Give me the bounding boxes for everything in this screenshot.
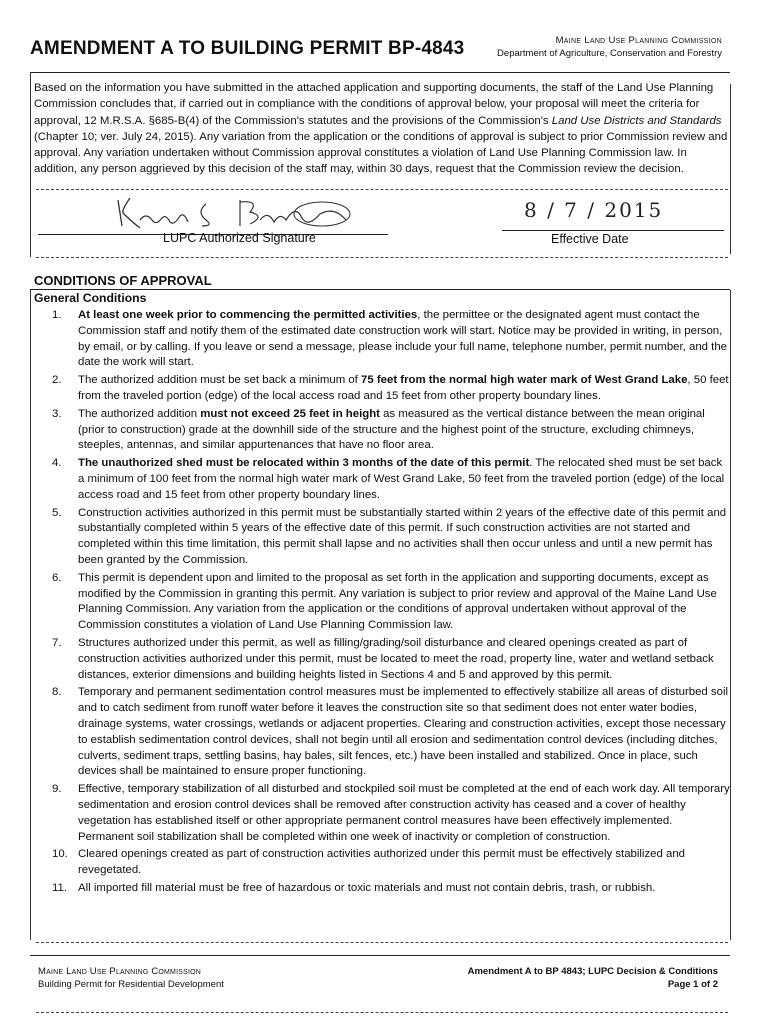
footer-agency: Maine Land Use Planning Commission (38, 966, 202, 977)
condition-text: This permit is dependent upon and limited to the proposal as set forth in the application and supporting documents, except as modified by the Commission in granting this permit. Any variation is subject to prior review and approval of the Maine Land Use Planning Commission. Any variation from the application or the conditions of approval undertaken without approval of the Commission constitutes a violation of Land Use Planning Commission law. (78, 571, 717, 632)
condition-item (30, 456, 730, 503)
condition-number: 11. (52, 881, 67, 894)
condition-item (30, 685, 730, 780)
condition-number: 9. (52, 783, 62, 796)
condition-number: 3. (52, 407, 62, 420)
condition-text: , 50 feet from the traveled portion (edge) of the local access road and 15 feet from other property boundary lines. (78, 374, 729, 402)
condition-bold-text: The unauthorized shed must be relocated within 3 months of the date of this permit (78, 457, 530, 470)
condition-item (30, 571, 730, 634)
condition-number: 5. (52, 506, 62, 519)
condition-item (30, 407, 730, 454)
condition-text: , the permittee or the designated agent must contact the Commission staff and notify them of the estimated date construction work will start. Notice may be provided in writing, in person, by email, or by calling. If you leave or send a message, please include your full name, telephone number, permit number, and the date the work will start. (78, 309, 728, 369)
agency-name: Maine Land Use Planning Commission (555, 35, 722, 46)
condition-bold-text: At least one week prior to commencing the permitted activities (78, 309, 418, 321)
condition-item (30, 506, 730, 569)
condition-number: 2. (52, 374, 62, 387)
condition-text: Construction activities authorized in this permit must be substantially started within 2 years of the effective date of this permit and substantially completed within 5 years of the effective date of this permit. If such construction activities are not started and completed within this time limitation, this permit shall lapse and no activities shall then occur unless and until a new permit has been granted by the Commission. (78, 506, 727, 566)
date-label: Effective Date (551, 232, 629, 246)
divider (36, 942, 728, 943)
intro-text-1: Based on the information you have submitted in the attached application and supporting documents, the staff of the Land Use Planning Commission concludes that, if carried out in compliance with the conditions of approval below, your proposal will meet the criteria for approval, 12 M.R.S.A. §685-B(4) of the Commission's statutes and the provisions of the Commission's (34, 82, 714, 127)
divider (36, 257, 728, 258)
header-rule (30, 72, 730, 73)
footer-document-ref: Amendment A to BP 4843; LUPC Decision & Conditions (467, 966, 718, 977)
frame-left (30, 72, 31, 257)
condition-bold-text: 75 feet from the normal high water mark of West Grand Lake (361, 374, 688, 387)
condition-number: 8. (52, 686, 62, 699)
condition-text: All imported fill material must be free of hazardous or toxic materials and must not contain debris, trash, or rubbish. (78, 881, 656, 894)
frame-right (730, 84, 731, 254)
conditions-list (30, 308, 730, 899)
footer-right (468, 965, 718, 991)
condition-item (30, 636, 730, 683)
handwritten-date: 8 / 7 / 2015 (524, 198, 664, 222)
condition-text: Structures authorized under this permit, as well as filling/grading/soil disturbance and cleared openings created as part of construction activities authorized under this permit, must be located to meet the road, property line, water and wetland setback distances, exterior dimensions and building heights listed in Sections 4 and 5 and approved by this permit. (78, 636, 714, 681)
date-line (502, 230, 724, 231)
condition-text: The authorized addition (78, 407, 201, 420)
footer-left (38, 965, 224, 991)
condition-text: . The relocated shed must be set back a minimum of 100 feet from the normal high water mark of West Grand Lake, 50 feet from the traveled portion (edge) of the local access road and 15 feet from other property boundary lines. (78, 457, 725, 501)
condition-number: 6. (52, 571, 62, 584)
condition-number: 10. (52, 848, 68, 861)
general-conditions-heading: General Conditions (34, 291, 147, 305)
divider (36, 189, 728, 190)
conditions-rule (30, 289, 730, 290)
department-name: Department of Agriculture, Conservation and Forestry (497, 48, 722, 59)
document-title: AMENDMENT A TO BUILDING PERMIT BP-4843 (30, 38, 465, 59)
condition-bold-text: must not exceed 25 feet in height (200, 407, 380, 420)
condition-text: as measured as the vertical distance between the mean original (prior to construction) grade at the downhill side of the structure and the highest point of the structure, excluding chimneys, steeples, antennas, and similar appurtenances that have no floor area. (78, 407, 705, 452)
agency-block (497, 34, 722, 60)
handwritten-signature (110, 192, 360, 234)
condition-item (30, 847, 730, 879)
condition-text: Cleared openings created as part of construction activities authorized under this permit must be effectively stabilized and revegetated. (78, 848, 685, 877)
conditions-heading: CONDITIONS OF APPROVAL (34, 273, 212, 288)
signature-label: LUPC Authorized Signature (163, 231, 316, 245)
condition-number: 7. (52, 636, 62, 649)
intro-italic: Land Use Districts and Standards (551, 114, 722, 127)
condition-item (30, 881, 730, 897)
condition-item (30, 373, 730, 405)
intro-paragraph (34, 80, 730, 178)
condition-text: Effective, temporary stabilization of all disturbed and stockpiled soil must be completed at the end of each work day. All temporary sedimentation and erosion control devices shall be removed after construction activity has ceased and a cover of healthy vegetation has established itself or other appropriate permanent control measures have been effectively implemented. Permanent soil stabilization shall be completed within one week of inactivity or completion of construction. (78, 783, 730, 843)
condition-item (30, 782, 730, 845)
page-number: Page 1 of 2 (667, 979, 718, 990)
divider (36, 1012, 728, 1013)
footer-permit-type: Building Permit for Residential Development (38, 979, 224, 990)
footer-rule (30, 955, 730, 956)
condition-number: 4. (52, 457, 62, 470)
condition-number: 1. (52, 309, 62, 321)
condition-text: Temporary and permanent sedimentation control measures must be implemented to effectively stabilize all areas of disturbed soil and to catch sediment from runoff water before it leaves the construction site so that sediment does not enter water bodies, drainage systems, water crossings, wetlands or adjacent properties. Clearing and construction activities, except those necessary to establish sedimentation control devices, shall not begin until all erosion and sedimentation control devices (including ditches, culverts, sediment traps, settling basins, hay bales, silt fences, etc.) have been installed and stabilized. Once in place, such devices shall be maintained to ensure proper functioning. (78, 686, 729, 778)
intro-text-2: (Chapter 10; ver. July 24, 2015). Any variation from the application or the conditions of approval is subject to prior Commission review and approval. Any variation undertaken without Commission approval constitutes a violation of Land Use Planning Commission law. In addition, any person aggrieved by this decision of the staff may, within 30 days, request that the Commission review the decision. (34, 130, 728, 176)
condition-text: The authorized addition must be set back a minimum of (78, 374, 362, 387)
frame-right-2 (730, 290, 731, 940)
condition-item (30, 308, 730, 371)
